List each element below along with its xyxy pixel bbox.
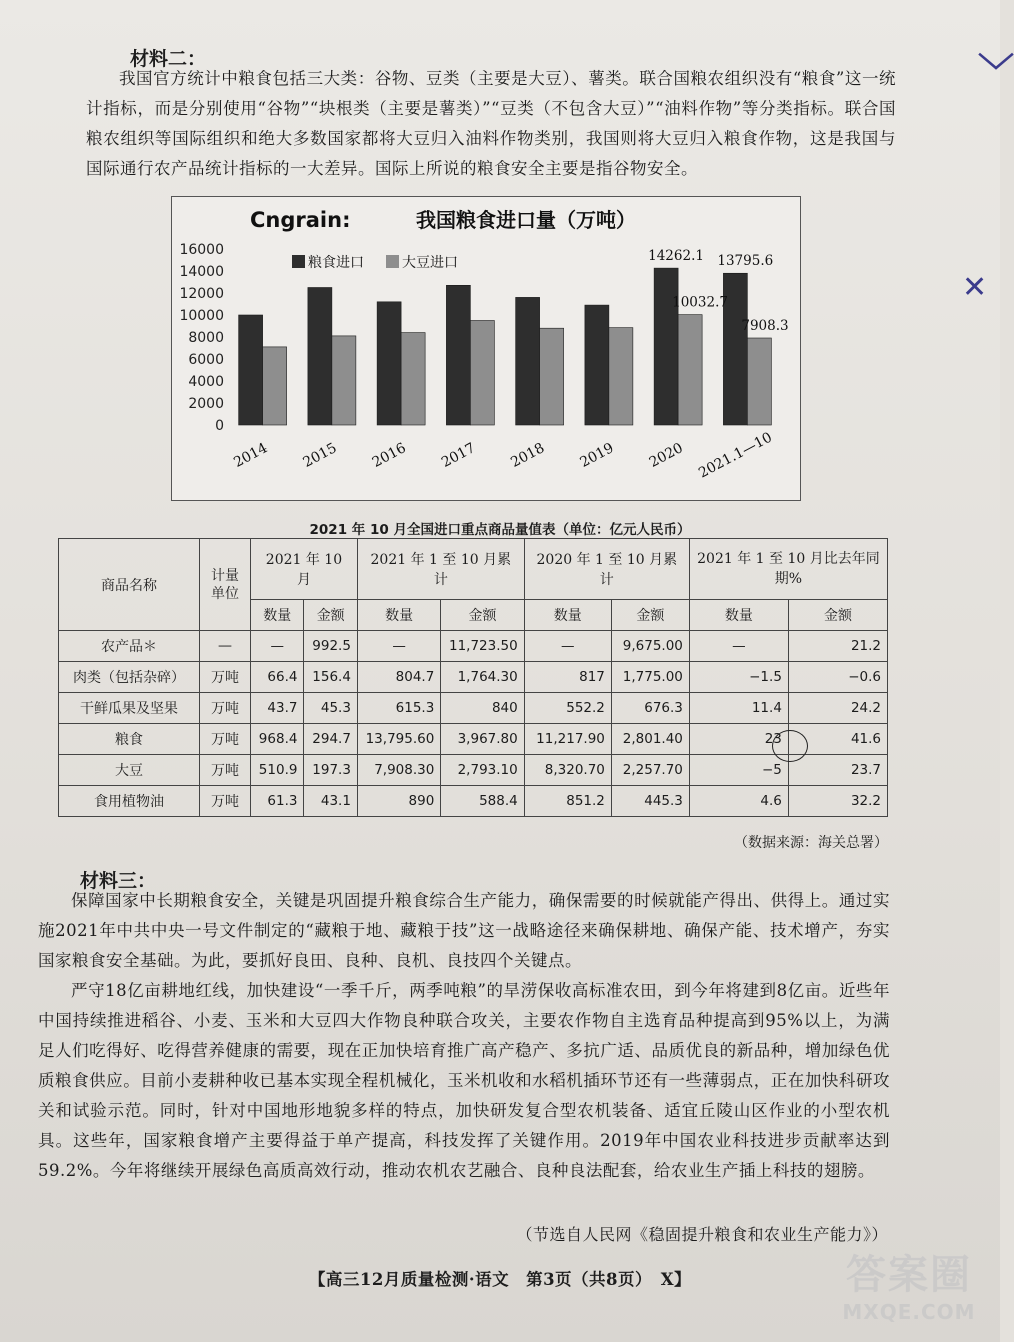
cell-value: 588.4 bbox=[441, 786, 524, 817]
handwritten-mark-top: ﹀ bbox=[978, 52, 1014, 93]
chart-svg bbox=[172, 197, 800, 500]
bar-soybean bbox=[540, 328, 564, 425]
legend-label: 大豆进口 bbox=[402, 255, 458, 271]
material3-paragraph-2: 严守18亿亩耕地红线，加快建设“一季千斤，两季吨粮”的旱涝保收高标准农田，到今年将建到8亿亩。近些年中国持续推进稻谷、小麦、玉米和大豆四大作物良种联合攻关，主要农作物自主选育品种提高到95%以上，为满足人们吃得好、吃得营养健康的需要，现在正加快培育推广高产稳产、多抗广适、品质优良的新品种，增加绿色优质粮食供应。目前小麦耕种收已基本实现全程机械化，玉米机收和水稻机插环节还有一些薄弱点，正在加快科研攻关和试验示范。同时，针对中国地形地貌多样的特点，加快研发复合型农机装备、适宜丘陵山区作业的小型农机具。这些年，国家粮食增产主要得益于单产提高，科技发挥了关键作用。2019年中国农业科技进步贡献率达到59.2%。今年将继续开展绿色高质高效行动，推动农机农艺融合、良种良法配套，给农业生产插上科技的翅膀。 bbox=[38, 981, 890, 1180]
cell-unit: 万吨 bbox=[200, 724, 251, 755]
y-tick-label: 4000 bbox=[188, 374, 224, 390]
cell-value: 615.3 bbox=[357, 693, 440, 724]
bar-grain bbox=[654, 268, 678, 425]
cell-value: 8,320.70 bbox=[524, 755, 611, 786]
cell-product-name: 大豆 bbox=[59, 755, 200, 786]
data-label: 13795.6 bbox=[717, 253, 774, 270]
col-name: 商品名称 bbox=[59, 539, 200, 631]
cell-value: — bbox=[251, 631, 304, 662]
watermark-url: MXQE.COM bbox=[842, 1300, 976, 1324]
subheader-amt: 金额 bbox=[611, 600, 689, 631]
cell-value: 851.2 bbox=[524, 786, 611, 817]
cell-value: 510.9 bbox=[251, 755, 304, 786]
bar-soybean bbox=[609, 328, 633, 425]
cell-product-name: 食用植物油 bbox=[59, 786, 200, 817]
handwritten-mark-right: ✕ bbox=[962, 270, 988, 305]
cell-value: 1,775.00 bbox=[611, 662, 689, 693]
col-cum2021: 2021 年 1 至 10 月累计 bbox=[357, 539, 524, 600]
cell-value: 2,801.40 bbox=[611, 724, 689, 755]
cell-value: 21.2 bbox=[788, 631, 887, 662]
data-label: 7908.3 bbox=[741, 318, 789, 335]
cell-unit: 万吨 bbox=[200, 693, 251, 724]
x-tick-label: 2014 bbox=[231, 440, 271, 471]
table-title: 2021 年 10 月全国进口重点商品量值表（单位：亿元人民币） bbox=[309, 522, 691, 538]
cell-value: 45.3 bbox=[304, 693, 357, 724]
import-table bbox=[58, 538, 888, 817]
watermark-logo bbox=[834, 1243, 984, 1324]
table-row bbox=[59, 662, 888, 693]
cell-value: 3,967.80 bbox=[441, 724, 524, 755]
cell-value: 2,793.10 bbox=[441, 755, 524, 786]
cell-value: — bbox=[357, 631, 440, 662]
cell-value: 817 bbox=[524, 662, 611, 693]
cell-value: −0.6 bbox=[788, 662, 887, 693]
handwritten-circle bbox=[772, 730, 808, 762]
cell-value: −1.5 bbox=[689, 662, 788, 693]
cell-product-name: 干鲜瓜果及坚果 bbox=[59, 693, 200, 724]
y-tick-label: 8000 bbox=[188, 330, 224, 346]
cell-value: 4.6 bbox=[689, 786, 788, 817]
bar-soybean bbox=[263, 347, 287, 425]
material3-heading: 材料三： bbox=[80, 870, 157, 892]
cell-value: 23 bbox=[689, 724, 788, 755]
citation: （节选自人民网《稳固提升粮食和农业生产能力》） bbox=[516, 1225, 888, 1244]
subheader-qty: 数量 bbox=[251, 600, 304, 631]
x-tick-label: 2020 bbox=[646, 440, 686, 471]
subheader-qty: 数量 bbox=[357, 600, 440, 631]
cell-value: 43.1 bbox=[304, 786, 357, 817]
cell-value: 804.7 bbox=[357, 662, 440, 693]
table-row bbox=[59, 631, 888, 662]
y-tick-label: 10000 bbox=[179, 308, 224, 324]
material2-paragraph bbox=[86, 64, 896, 184]
legend-label: 粮食进口 bbox=[308, 255, 364, 271]
subheader-qty: 数量 bbox=[689, 600, 788, 631]
cell-value: 7,908.30 bbox=[357, 755, 440, 786]
bar-soybean bbox=[401, 333, 425, 425]
cell-value: 294.7 bbox=[304, 724, 357, 755]
data-source: （数据来源：海关总署） bbox=[734, 835, 888, 851]
bar-soybean bbox=[678, 315, 702, 425]
cell-value: 2,257.70 bbox=[611, 755, 689, 786]
cell-value: 156.4 bbox=[304, 662, 357, 693]
cell-value: 11,723.50 bbox=[441, 631, 524, 662]
cell-value: 445.3 bbox=[611, 786, 689, 817]
cell-value: 1,764.30 bbox=[441, 662, 524, 693]
data-label: 14262.1 bbox=[648, 248, 704, 265]
bar-grain bbox=[239, 315, 263, 425]
col-yoy: 2021 年 1 至 10 月比去年同期% bbox=[689, 539, 887, 600]
cell-unit: 万吨 bbox=[200, 755, 251, 786]
col-cum2020: 2020 年 1 至 10 月累计 bbox=[524, 539, 689, 600]
cell-value: — bbox=[524, 631, 611, 662]
cell-value: 32.2 bbox=[788, 786, 887, 817]
watermark-text: 答案圈 bbox=[846, 1252, 972, 1298]
chart-title: 我国粮食进口量（万吨） bbox=[416, 208, 636, 232]
bar-grain bbox=[308, 288, 332, 426]
cell-value: 197.3 bbox=[304, 755, 357, 786]
subheader-qty: 数量 bbox=[524, 600, 611, 631]
bar-soybean bbox=[747, 338, 771, 425]
bar-soybean bbox=[470, 321, 494, 426]
bar-grain bbox=[446, 285, 470, 425]
cell-value: 24.2 bbox=[788, 693, 887, 724]
y-tick-label: 14000 bbox=[179, 264, 224, 280]
cell-value: 43.7 bbox=[251, 693, 304, 724]
subheader-amt: 金额 bbox=[441, 600, 524, 631]
legend-swatch bbox=[386, 255, 399, 268]
material2-heading: 材料二： bbox=[130, 48, 207, 70]
bar-grain bbox=[377, 302, 401, 425]
bar-grain bbox=[516, 297, 540, 425]
col-oct: 2021 年 10 月 bbox=[251, 539, 358, 600]
page-footer: 【高三12月质量检测·语文 第3页（共8页） X】 bbox=[308, 1270, 692, 1289]
subheader-amt: 金额 bbox=[304, 600, 357, 631]
col-unit: 计量单位 bbox=[200, 539, 251, 631]
cell-value: 61.3 bbox=[251, 786, 304, 817]
cell-value: 552.2 bbox=[524, 693, 611, 724]
grain-import-chart bbox=[171, 196, 801, 501]
cell-value: 41.6 bbox=[788, 724, 887, 755]
x-tick-label: 2017 bbox=[439, 440, 478, 471]
subheader-amt: 金额 bbox=[788, 600, 887, 631]
cell-value: 23.7 bbox=[788, 755, 887, 786]
cell-value: — bbox=[689, 631, 788, 662]
cell-value: 11,217.90 bbox=[524, 724, 611, 755]
data-label: 10032.7 bbox=[672, 294, 728, 311]
x-tick-label: 2019 bbox=[577, 440, 617, 471]
cell-unit: — bbox=[200, 631, 251, 662]
cell-unit: 万吨 bbox=[200, 662, 251, 693]
x-tick-label: 2016 bbox=[369, 440, 409, 471]
bar-grain bbox=[585, 305, 609, 425]
cell-unit: 万吨 bbox=[200, 786, 251, 817]
table-row bbox=[59, 693, 888, 724]
cell-value: 11.4 bbox=[689, 693, 788, 724]
cell-value: 840 bbox=[441, 693, 524, 724]
table-row bbox=[59, 724, 888, 755]
cell-product-name: 农产品＊ bbox=[59, 631, 200, 662]
material2-text: 我国官方统计中粮食包括三大类：谷物、豆类（主要是大豆）、薯类。联合国粮农组织没有“粮食”这一统计指标，而是分别使用“谷物”“块根类（主要是薯类）”“豆类（不包含大豆）”“油料作物”等分类指标。联合国粮农组织等国际组织和绝大多数国家都将大豆归入油料作物类别，我国则将大豆归入粮食作物，这是我国与国际通行农产品统计指标的一大差异。国际上所说的粮食安全主要是指谷物安全。 bbox=[86, 69, 896, 178]
cell-product-name: 肉类（包括杂碎） bbox=[59, 662, 200, 693]
cell-value: 676.3 bbox=[611, 693, 689, 724]
material3-body bbox=[38, 886, 890, 1186]
table-body bbox=[59, 631, 888, 817]
cell-value: −5 bbox=[689, 755, 788, 786]
x-tick-label: 2015 bbox=[300, 440, 340, 471]
cell-value: 13,795.60 bbox=[357, 724, 440, 755]
y-tick-label: 2000 bbox=[188, 396, 224, 412]
x-tick-label: 2018 bbox=[508, 440, 548, 471]
x-tick-label: 2021.1—10 bbox=[696, 429, 775, 482]
chart-title-prefix: Cngrain: bbox=[250, 208, 351, 232]
cell-product-name: 粮食 bbox=[59, 724, 200, 755]
y-tick-label: 16000 bbox=[179, 242, 224, 258]
material3-paragraph-1: 保障国家中长期粮食安全，关键是巩固提升粮食综合生产能力，确保需要的时候就能产得出、供得上。通过实施2021年中共中央一号文件制定的“藏粮于地、藏粮于技”这一战略途径来确保耕地、确保产能、技术增产，夯实国家粮食安全基础。为此，要抓好良田、良种、良机、良技四个关键点。 bbox=[38, 891, 890, 970]
cell-value: 992.5 bbox=[304, 631, 357, 662]
table-row bbox=[59, 786, 888, 817]
cell-value: 968.4 bbox=[251, 724, 304, 755]
y-tick-label: 0 bbox=[215, 418, 224, 434]
bar-soybean bbox=[332, 336, 356, 425]
table-row bbox=[59, 755, 888, 786]
legend-swatch bbox=[292, 255, 305, 268]
y-tick-label: 12000 bbox=[179, 286, 224, 302]
cell-value: 9,675.00 bbox=[611, 631, 689, 662]
cell-value: 66.4 bbox=[251, 662, 304, 693]
cell-value: 890 bbox=[357, 786, 440, 817]
y-tick-label: 6000 bbox=[188, 352, 224, 368]
